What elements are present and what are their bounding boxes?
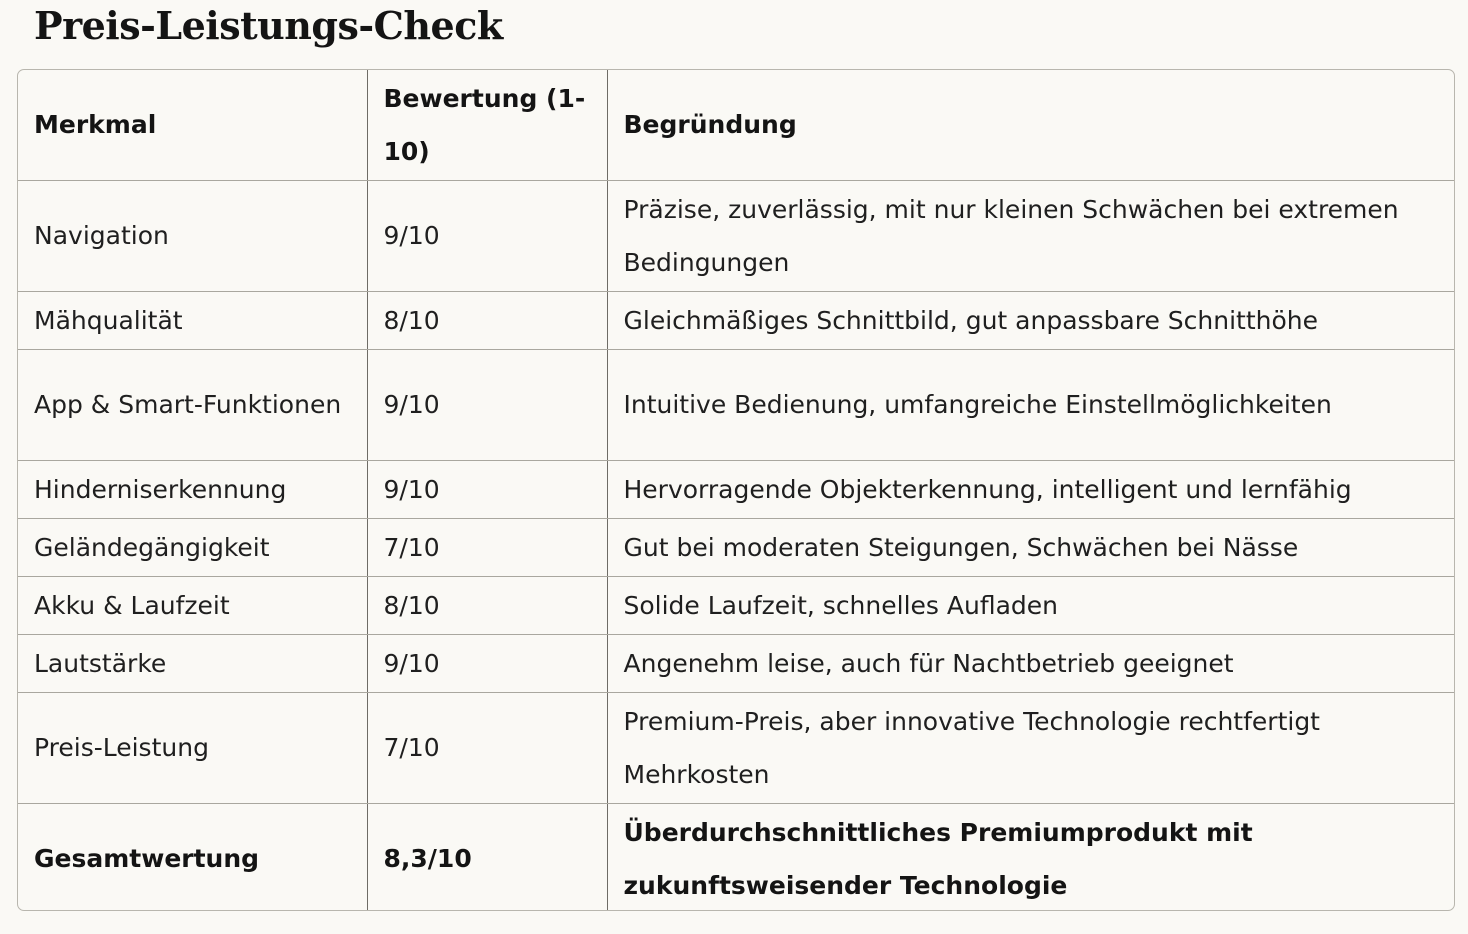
table-row	[18, 634, 1454, 692]
merkmal-cell: Lautstärke	[18, 634, 367, 692]
begruendung-cell: Angenehm leise, auch für Nachtbetrieb geeignet	[607, 634, 1454, 692]
merkmal-cell: Akku & Laufzeit	[18, 576, 367, 634]
column-header-begruendung: Begründung	[607, 70, 1454, 180]
begruendung-cell: Überdurchschnittliches Premiumprodukt mit zukunftsweisender Technologie	[623, 817, 1253, 900]
bewertung-cell: 8/10	[367, 291, 607, 349]
merkmal-cell: Hinderniserkennung	[18, 460, 367, 518]
table-header-row	[18, 70, 1454, 180]
table-row	[18, 518, 1454, 576]
page-title: Preis-Leistungs-Check	[34, 3, 503, 48]
begruendung-cell: Hervorragende Objekterkennung, intelligent und lernfähig	[607, 460, 1454, 518]
begruendung-cell: Intuitive Bedienung, umfangreiche Einstellmöglichkeiten	[607, 349, 1454, 460]
begruendung-cell: Gut bei moderaten Steigungen, Schwächen bei Nässe	[607, 518, 1454, 576]
begruendung-cell: Premium-Preis, aber innovative Technologie rechtfertigt Mehrkosten	[607, 692, 1454, 803]
column-header-bewertung: Bewertung (1-10)	[367, 70, 607, 180]
merkmal-cell: Navigation	[18, 180, 367, 291]
begruendung-cell: Gleichmäßiges Schnittbild, gut anpassbare Schnitthöhe	[607, 291, 1454, 349]
bewertung-cell: 9/10	[367, 180, 607, 291]
rating-table	[18, 70, 1454, 911]
merkmal-cell: Mähqualität	[18, 291, 367, 349]
begruendung-cell: Präzise, zuverlässig, mit nur kleinen Schwächen bei extremen Bedingungen	[607, 180, 1454, 291]
column-header-merkmal: Merkmal	[18, 70, 367, 180]
merkmal-cell: Geländegängigkeit	[18, 518, 367, 576]
bewertung-cell: 7/10	[367, 518, 607, 576]
table-row	[18, 460, 1454, 518]
table-row	[18, 692, 1454, 803]
bewertung-cell: 9/10	[367, 460, 607, 518]
table-row	[18, 576, 1454, 634]
table-row	[18, 180, 1454, 291]
table-row	[18, 291, 1454, 349]
bewertung-cell: 8/10	[367, 576, 607, 634]
bewertung-cell: 9/10	[367, 349, 607, 460]
begruendung-cell: Solide Laufzeit, schnelles Aufladen	[607, 576, 1454, 634]
bewertung-cell: 8,3/10	[367, 803, 607, 911]
merkmal-cell: Gesamtwertung	[18, 803, 367, 911]
bewertung-cell: 9/10	[367, 634, 607, 692]
rating-table-container	[17, 69, 1455, 911]
merkmal-cell: Preis-Leistung	[18, 692, 367, 803]
bewertung-cell: 7/10	[367, 692, 607, 803]
table-row	[18, 349, 1454, 460]
table-row-total	[18, 803, 1454, 911]
merkmal-cell: App & Smart-Funktionen	[18, 349, 367, 460]
